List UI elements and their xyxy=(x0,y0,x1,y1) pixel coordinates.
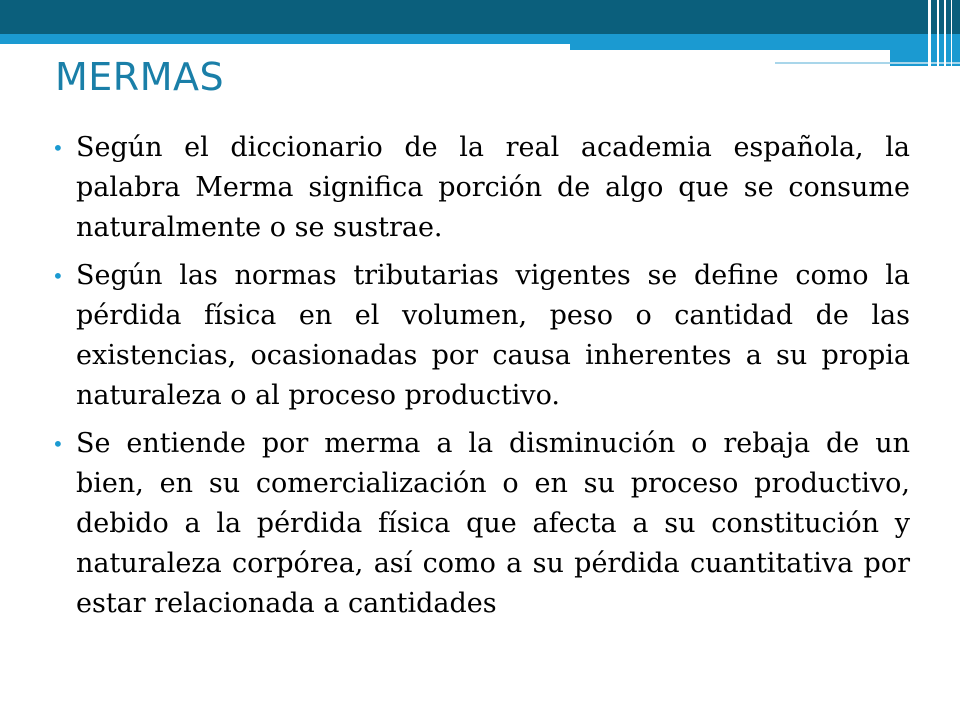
header-banner-gap xyxy=(0,44,570,48)
header-banner-light xyxy=(0,34,960,44)
bullet-text: Según las normas tributarias vigentes se define como la pérdida física en el volumen, peso o cantidad de las existencias, ocasionadas por causa inherentes a su propia naturaleza o al proceso productivo. xyxy=(76,260,910,411)
bullet-text: Según el diccionario de la real academia española, la palabra Merma significa porción de algo que se consume naturalmente o se sustrae. xyxy=(76,132,910,243)
header-stripe xyxy=(944,0,946,66)
header-rule-secondary xyxy=(775,62,960,64)
slide-title: MERMAS xyxy=(55,55,225,99)
header-stripe xyxy=(951,0,952,66)
header-stripe xyxy=(928,0,931,66)
header-stripe xyxy=(937,0,939,66)
bullet-item xyxy=(48,256,910,416)
header-rule xyxy=(570,50,890,52)
bullet-list xyxy=(48,128,910,632)
bullet-marker: • xyxy=(52,264,64,288)
header-banner-dark xyxy=(0,0,960,34)
bullet-item xyxy=(48,128,910,248)
bullet-marker: • xyxy=(52,432,64,456)
bullet-text: Se entiende por merma a la disminución o rebaja de un bien, en su comercialización o en su proceso productivo, debido a la pérdida física que afecta a su constitución y naturaleza corpórea, así como a su pérdida cuantitativa por estar relacionada a cantidades xyxy=(76,428,910,619)
bullet-item xyxy=(48,424,910,624)
bullet-marker: • xyxy=(52,136,64,160)
